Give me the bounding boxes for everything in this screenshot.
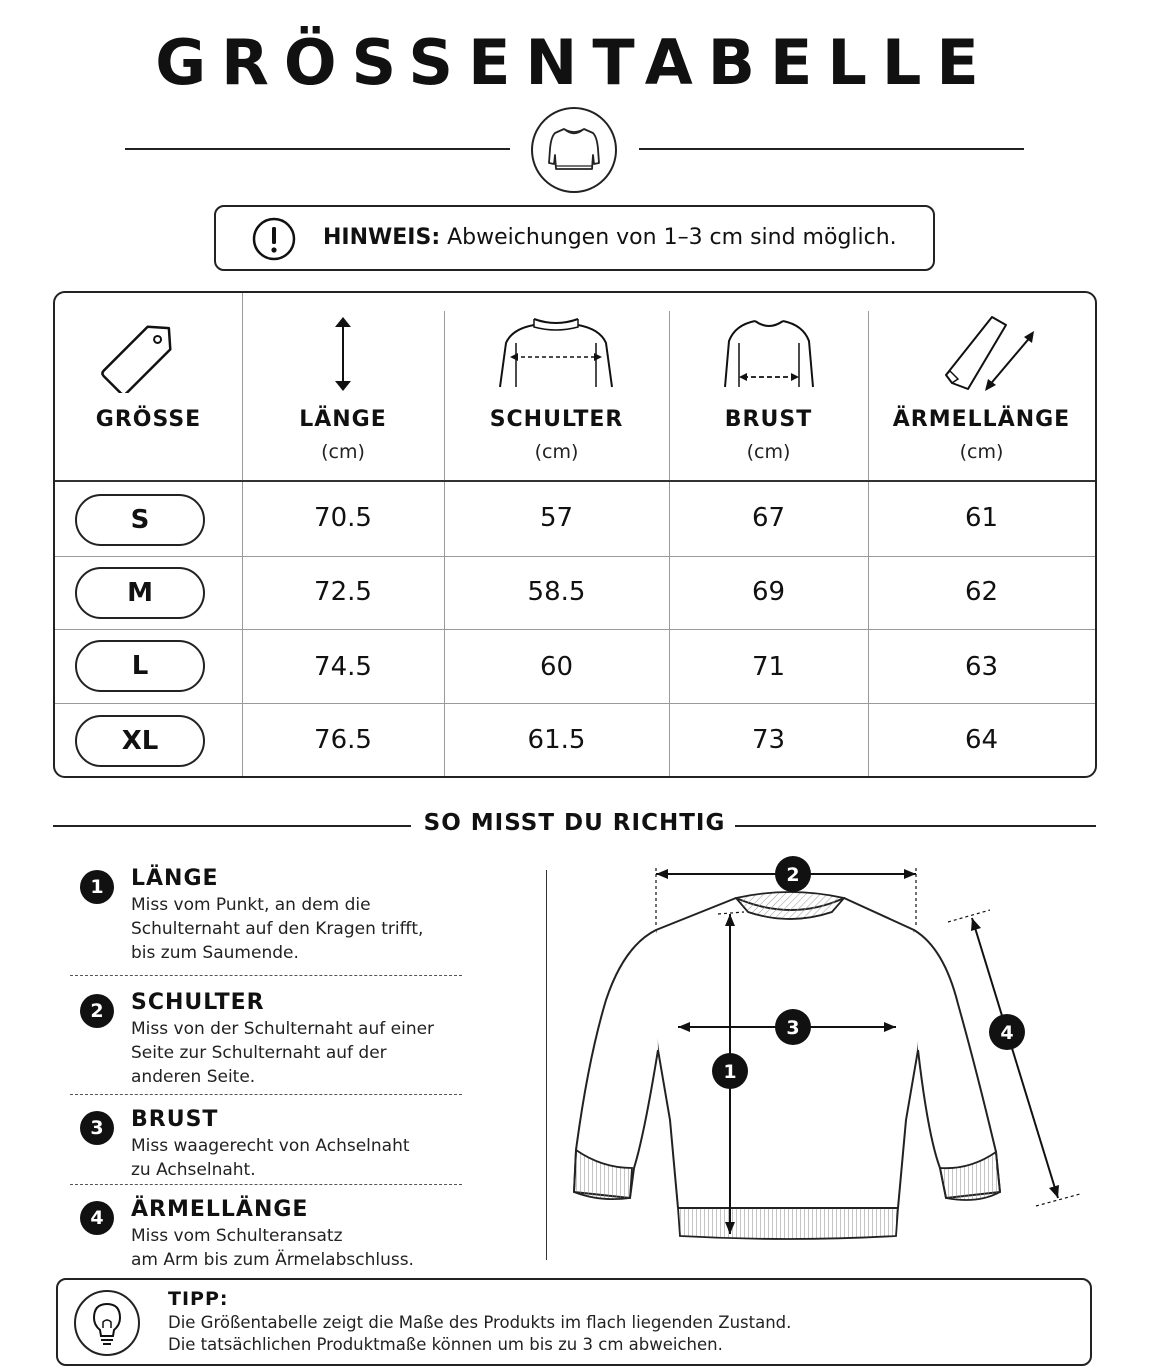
marker-4: 4	[1000, 1022, 1014, 1044]
step-line: zu Achselnaht.	[131, 1160, 256, 1180]
chest-value: 71	[751, 652, 786, 682]
header-length-unit: (cm)	[321, 441, 365, 463]
length-value: 76.5	[314, 725, 372, 755]
step-line: Miss vom Punkt, an dem die	[131, 895, 371, 915]
table-row	[55, 630, 1095, 703]
shoulder-value: 58.5	[527, 577, 586, 607]
step-divider	[70, 975, 462, 976]
notice-label: HINWEIS:	[323, 225, 441, 250]
notice-box	[214, 205, 935, 271]
table-row	[55, 481, 1095, 556]
header-size	[55, 293, 242, 481]
table-row	[55, 557, 1095, 629]
marker-2: 2	[786, 864, 800, 886]
marker-1: 1	[723, 1061, 737, 1083]
step-number: 4	[80, 1201, 114, 1235]
sweater-hem	[678, 1208, 898, 1239]
header-shoulder-label: SCHULTER	[489, 407, 624, 432]
chest-value: 69	[751, 577, 786, 607]
title-divider-right	[639, 148, 1024, 150]
tip-title: TIPP:	[168, 1288, 229, 1310]
length-value: 74.5	[314, 652, 372, 682]
step-description	[131, 1017, 471, 1089]
table-row	[55, 704, 1095, 778]
header-sleeve-unit: (cm)	[959, 441, 1004, 463]
howto-divider	[546, 870, 547, 1260]
chest-value: 73	[751, 725, 786, 755]
tip-text	[168, 1312, 791, 1356]
size-badge: M	[75, 567, 205, 619]
header-length-label: LÄNGE	[299, 407, 387, 432]
page-title: GRÖSSENTABELLE	[155, 26, 994, 99]
shoulder-value: 61.5	[527, 725, 586, 755]
step-line: am Arm bis zum Ärmelabschluss.	[131, 1250, 414, 1270]
step-line: bis zum Saumende.	[131, 943, 299, 963]
header-chest-unit: (cm)	[746, 441, 791, 463]
step-line: Miss vom Schulteransatz	[131, 1226, 343, 1246]
step-description	[131, 1134, 471, 1182]
size-badge: L	[75, 640, 205, 692]
header-chest	[669, 293, 868, 481]
tip-line: Die tatsächlichen Produktmaße können um bis zu 3 cm abweichen.	[168, 1335, 723, 1354]
length-value: 72.5	[314, 577, 372, 607]
step-line: Schulternaht auf den Kragen trifft,	[131, 919, 424, 939]
sweater-icon	[531, 107, 617, 193]
sleeve-value: 61	[964, 503, 999, 533]
notice-text	[323, 225, 897, 250]
step-divider	[70, 1094, 462, 1095]
tip-box	[56, 1278, 1092, 1366]
shoulder-value: 60	[539, 652, 574, 682]
exclamation-icon	[252, 217, 296, 261]
chest-measure-icon	[669, 313, 868, 393]
header-shoulder-unit: (cm)	[534, 441, 579, 463]
step-number: 3	[80, 1111, 114, 1145]
step-description	[131, 893, 471, 965]
header-size-label: GRÖSSE	[95, 407, 202, 432]
step-title: LÄNGE	[131, 866, 219, 891]
sleeve-value: 62	[964, 577, 999, 607]
tip-line: Die Größentabelle zeigt die Maße des Produkts im flach liegenden Zustand.	[168, 1313, 792, 1332]
step-line: Seite zur Schulternaht auf der	[131, 1043, 387, 1063]
sweater-diagram	[560, 850, 1120, 1250]
section-title: SO MISST DU RICHTIG	[423, 810, 726, 836]
sleeve-value: 63	[964, 652, 999, 682]
step-line: Miss von der Schulternaht auf einer	[131, 1019, 435, 1039]
marker-3: 3	[786, 1017, 800, 1039]
size-table	[53, 291, 1097, 778]
header-sleeve-label: ÄRMELLÄNGE	[892, 407, 1071, 432]
shoulder-value: 57	[539, 503, 574, 533]
step-line: anderen Seite.	[131, 1067, 256, 1087]
step-title: BRUST	[131, 1107, 219, 1132]
vertical-arrow-icon	[242, 313, 444, 393]
length-value: 70.5	[314, 503, 372, 533]
step-number: 2	[80, 994, 114, 1028]
step-title: ÄRMELLÄNGE	[131, 1197, 309, 1222]
step-description	[131, 1224, 471, 1272]
header-length	[242, 293, 444, 481]
shoulder-measure-icon	[444, 313, 669, 393]
title-divider-left	[125, 148, 510, 150]
sweater-body	[651, 898, 922, 1208]
header-shoulder	[444, 293, 669, 481]
lightbulb-icon	[74, 1290, 140, 1356]
chest-value: 67	[751, 503, 786, 533]
sleeve-measure-icon	[868, 313, 1095, 393]
size-badge: S	[75, 494, 205, 546]
step-title: SCHULTER	[131, 990, 265, 1015]
step-number: 1	[80, 870, 114, 904]
step-line: Miss waagerecht von Achselnaht	[131, 1136, 410, 1156]
sleeve-value: 64	[964, 725, 999, 755]
size-badge: XL	[75, 715, 205, 767]
tag-icon	[55, 313, 242, 393]
header-sleeve	[868, 293, 1095, 481]
notice-message: Abweichungen von 1–3 cm sind möglich.	[440, 225, 897, 250]
header-chest-label: BRUST	[724, 407, 813, 432]
step-divider	[70, 1184, 462, 1185]
